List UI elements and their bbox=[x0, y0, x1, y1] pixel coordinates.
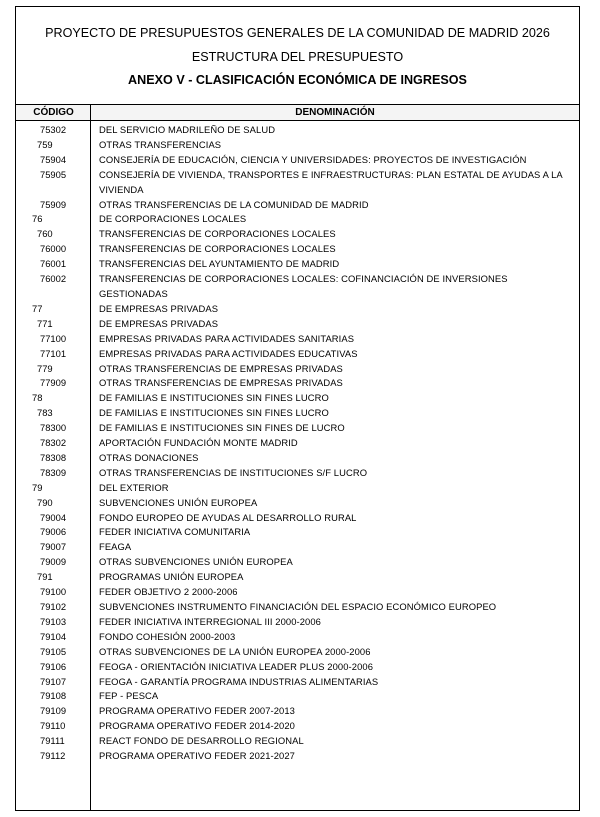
table-row bbox=[16, 317, 579, 332]
table-row bbox=[16, 734, 579, 749]
row-code: 79109 bbox=[40, 705, 67, 717]
row-name: CONSEJERÍA DE VIVIENDA, TRANSPORTES E INFRAESTRUCTURAS: PLAN ESTATAL DE AYUDAS A LA VIVIENDA bbox=[99, 168, 563, 195]
table-row bbox=[16, 302, 579, 317]
row-code: 79102 bbox=[40, 601, 67, 612]
row-name: PROGRAMAS UNIÓN EUROPEA bbox=[99, 571, 244, 583]
row-code: 76001 bbox=[40, 258, 67, 270]
row-code: 79103 bbox=[40, 615, 67, 627]
row-code: 76002 bbox=[40, 273, 67, 285]
row-name: DE FAMILIAS E INSTITUCIONES SIN FINES DE LUCRO bbox=[99, 422, 345, 434]
row-code: 79108 bbox=[40, 690, 67, 702]
row-name: SUBVENCIONES UNIÓN EUROPEA bbox=[99, 496, 258, 508]
table-row bbox=[16, 749, 579, 764]
row-name: FONDO COHESIÓN 2000-2003 bbox=[99, 630, 236, 642]
table-row bbox=[16, 600, 579, 615]
row-code: 759 bbox=[37, 138, 53, 150]
row-name: REACT FONDO DE DESARROLLO REGIONAL bbox=[99, 735, 304, 747]
row-name: FONDO EUROPEO DE AYUDAS AL DESARROLLO RURAL bbox=[99, 511, 357, 523]
table-row bbox=[16, 704, 579, 719]
table-row bbox=[16, 630, 579, 645]
document-frame bbox=[15, 6, 580, 811]
table-row bbox=[16, 257, 579, 272]
row-name: TRANSFERENCIAS DEL AYUNTAMIENTO DE MADRID bbox=[99, 258, 340, 270]
row-code: 78 bbox=[32, 392, 43, 404]
row-code: 75909 bbox=[40, 198, 67, 210]
row-name: TRANSFERENCIAS DE CORPORACIONES LOCALES: COFINANCIACIÓN DE INVERSIONES GESTIONADAS bbox=[99, 273, 508, 299]
document-subtitle: ESTRUCTURA DEL PRESUPUESTO bbox=[191, 50, 404, 64]
row-name: EMPRESAS PRIVADAS PARA ACTIVIDADES SANITARIAS bbox=[99, 332, 355, 344]
table-row bbox=[16, 376, 579, 391]
row-code: 790 bbox=[37, 496, 53, 508]
table-row bbox=[16, 332, 579, 347]
table-row bbox=[16, 615, 579, 630]
row-code: 79007 bbox=[40, 541, 67, 553]
row-name: OTRAS TRANSFERENCIAS DE LA COMUNIDAD DE MADRID bbox=[99, 198, 369, 210]
row-name: OTRAS TRANSFERENCIAS DE EMPRESAS PRIVADAS bbox=[99, 377, 343, 389]
row-name: OTRAS TRANSFERENCIAS DE EMPRESAS PRIVADAS bbox=[99, 362, 343, 374]
table-row bbox=[16, 451, 579, 466]
row-name: OTRAS SUBVENCIONES DE LA UNIÓN EUROPEA 2000-2006 bbox=[99, 645, 371, 657]
row-code: 78309 bbox=[40, 466, 67, 478]
row-name: APORTACIÓN FUNDACIÓN MONTE MADRID bbox=[99, 437, 298, 449]
table-row bbox=[16, 347, 579, 362]
row-code: 76000 bbox=[40, 243, 67, 255]
row-code: 75905 bbox=[40, 168, 67, 180]
row-code: 771 bbox=[37, 317, 53, 329]
row-code: 77101 bbox=[40, 347, 67, 359]
row-code: 79111 bbox=[40, 735, 65, 747]
row-name: FEDER OBJETIVO 2 2000-2006 bbox=[99, 586, 238, 598]
row-code: 79 bbox=[32, 481, 43, 493]
row-code: 779 bbox=[37, 362, 53, 374]
table-row bbox=[16, 436, 579, 451]
table-row bbox=[16, 511, 579, 526]
table-row bbox=[16, 540, 579, 555]
row-code: 783 bbox=[37, 407, 53, 419]
row-code: 79110 bbox=[40, 720, 66, 732]
table-row bbox=[16, 570, 579, 585]
row-name: DE EMPRESAS PRIVADAS bbox=[99, 317, 219, 329]
table-row bbox=[16, 198, 579, 213]
column-header-name: DENOMINACIÓN bbox=[295, 107, 375, 118]
annex-title: ANEXO V - CLASIFICACIÓN ECONÓMICA DE INGRESOS bbox=[128, 73, 467, 87]
row-code: 78300 bbox=[40, 422, 67, 434]
row-name: PROGRAMA OPERATIVO FEDER 2014-2020 bbox=[99, 720, 295, 732]
row-code: 79006 bbox=[40, 526, 67, 538]
column-header-code: CÓDIGO bbox=[33, 107, 74, 118]
table-row bbox=[16, 645, 579, 660]
row-name: FEDER INICIATIVA COMUNITARIA bbox=[99, 526, 251, 538]
row-code: 77909 bbox=[40, 377, 67, 389]
row-name: FEDER INICIATIVA INTERREGIONAL III 2000-2006 bbox=[99, 615, 321, 627]
table-row bbox=[16, 421, 579, 436]
table-row bbox=[16, 689, 579, 704]
row-code: 79107 bbox=[40, 675, 67, 687]
row-code: 79104 bbox=[40, 630, 67, 642]
table-row bbox=[16, 675, 579, 690]
table-row bbox=[16, 466, 579, 481]
row-code: 79112 bbox=[40, 750, 66, 762]
row-code: 79106 bbox=[40, 660, 67, 672]
row-name: FEOGA - ORIENTACIÓN INICIATIVA LEADER PLUS 2000-2006 bbox=[99, 660, 374, 672]
row-name: DE FAMILIAS E INSTITUCIONES SIN FINES LUCRO bbox=[99, 392, 329, 404]
document-title: PROYECTO DE PRESUPUESTOS GENERALES DE LA COMUNIDAD DE MADRID 2026 bbox=[45, 26, 550, 40]
row-code: 76 bbox=[32, 213, 43, 225]
row-name: CONSEJERÍA DE EDUCACIÓN, CIENCIA Y UNIVERSIDADES: PROYECTOS DE INVESTIGACIÓN bbox=[99, 153, 527, 165]
row-name: OTRAS DONACIONES bbox=[99, 451, 199, 463]
table-row bbox=[16, 719, 579, 734]
row-name: FEOGA - GARANTÍA PROGRAMA INDUSTRIAS ALIMENTARIAS bbox=[99, 675, 379, 687]
row-code: 78302 bbox=[40, 437, 67, 449]
table-row bbox=[16, 585, 579, 600]
table-body bbox=[16, 123, 579, 764]
table-header bbox=[16, 105, 579, 121]
table-row bbox=[16, 391, 579, 406]
row-name: DEL EXTERIOR bbox=[99, 481, 169, 493]
row-code: 79100 bbox=[40, 586, 67, 598]
table-row bbox=[16, 123, 579, 138]
row-name: EMPRESAS PRIVADAS PARA ACTIVIDADES EDUCATIVAS bbox=[99, 347, 358, 359]
row-name: PROGRAMA OPERATIVO FEDER 2007-2013 bbox=[99, 705, 295, 717]
table-row bbox=[16, 362, 579, 377]
table-row bbox=[16, 212, 579, 227]
table-row bbox=[16, 227, 579, 242]
table-row bbox=[16, 555, 579, 570]
row-name: DE CORPORACIONES LOCALES bbox=[99, 213, 247, 225]
table-row bbox=[16, 272, 579, 302]
row-name: TRANSFERENCIAS DE CORPORACIONES LOCALES bbox=[99, 228, 336, 240]
row-name: SUBVENCIONES INSTRUMENTO FINANCIACIÓN DEL ESPACIO ECONÓMICO EUROPEO bbox=[99, 601, 497, 612]
row-code: 79009 bbox=[40, 556, 67, 568]
row-code: 791 bbox=[37, 571, 53, 583]
row-code: 77 bbox=[32, 302, 43, 314]
row-name: DE FAMILIAS E INSTITUCIONES SIN FINES LUCRO bbox=[99, 407, 329, 419]
row-code: 79004 bbox=[40, 511, 67, 523]
row-name: FEP - PESCA bbox=[99, 690, 159, 702]
row-name: DE EMPRESAS PRIVADAS bbox=[99, 302, 219, 314]
row-name: OTRAS TRANSFERENCIAS bbox=[99, 138, 222, 150]
row-name: OTRAS SUBVENCIONES UNIÓN EUROPEA bbox=[99, 556, 293, 568]
row-name: FEAGA bbox=[99, 541, 132, 553]
row-name: OTRAS TRANSFERENCIAS DE INSTITUCIONES S/F LUCRO bbox=[99, 466, 368, 478]
table-row bbox=[16, 525, 579, 540]
row-code: 75302 bbox=[40, 124, 67, 135]
table-row bbox=[16, 496, 579, 511]
row-code: 75904 bbox=[40, 153, 67, 165]
row-code: 77100 bbox=[40, 332, 67, 344]
table-row bbox=[16, 406, 579, 421]
table-row bbox=[16, 660, 579, 675]
row-code: 79105 bbox=[40, 645, 67, 657]
table-row bbox=[16, 168, 579, 198]
row-name: TRANSFERENCIAS DE CORPORACIONES LOCALES bbox=[99, 243, 336, 255]
table-row bbox=[16, 138, 579, 153]
table-row bbox=[16, 481, 579, 496]
row-code: 760 bbox=[37, 228, 53, 240]
row-name: PROGRAMA OPERATIVO FEDER 2021-2027 bbox=[99, 750, 295, 762]
document-header bbox=[16, 7, 579, 105]
table-row bbox=[16, 153, 579, 168]
table-row bbox=[16, 242, 579, 257]
row-name: DEL SERVICIO MADRILEÑO DE SALUD bbox=[99, 124, 276, 135]
row-code: 78308 bbox=[40, 451, 67, 463]
